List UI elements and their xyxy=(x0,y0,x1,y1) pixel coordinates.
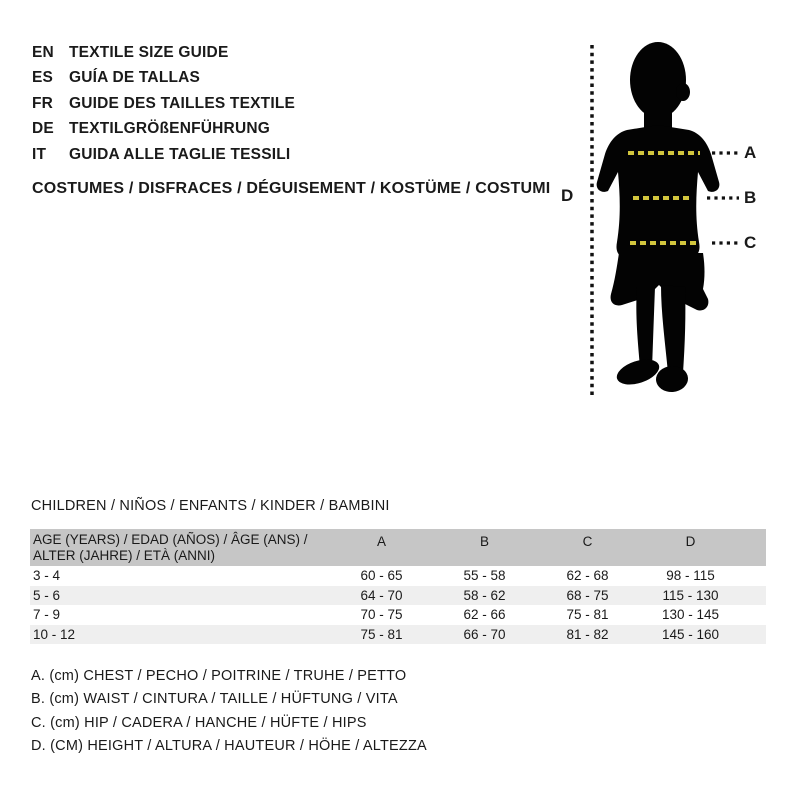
language-row-de xyxy=(32,117,295,143)
language-code: EN xyxy=(32,43,54,61)
chest-label: A xyxy=(744,143,757,162)
age-header-cell xyxy=(30,532,330,563)
language-list xyxy=(32,40,295,168)
language-label: GUÍA DE TALLAS xyxy=(69,69,201,87)
height-cell: 130 - 145 xyxy=(661,607,720,623)
table-row xyxy=(30,566,766,586)
language-row-es xyxy=(32,66,295,92)
column-header-c: C xyxy=(582,534,593,549)
legend-chest: A. (cm) CHEST / PECHO / POITRINE / TRUHE / PETTO xyxy=(31,667,407,684)
language-label: GUIDA ALLE TAGLIE TESSILI xyxy=(69,145,291,163)
chest-cell: 75 - 81 xyxy=(360,626,403,642)
category-title: COSTUMES / DISFRACES / DÉGUISEMENT / KOSTÜME / COSTUMI xyxy=(32,180,551,197)
chest-cell: 60 - 65 xyxy=(360,568,403,584)
column-header-b: B xyxy=(479,534,489,549)
waist-cell: 62 - 66 xyxy=(463,607,506,623)
hip-cell: 75 - 81 xyxy=(566,607,609,623)
hip-label: C xyxy=(744,233,757,252)
language-code: IT xyxy=(32,145,47,163)
waist-label: B xyxy=(744,188,757,207)
legend-height: D. (CM) HEIGHT / ALTURA / HAUTEUR / HÖHE / ALTEZZA xyxy=(31,738,427,755)
hip-cell: 81 - 82 xyxy=(566,626,609,642)
legend-hip: C. (cm) HIP / CADERA / HANCHE / HÜFTE / HIPS xyxy=(31,714,367,731)
height-cell: 115 - 130 xyxy=(662,587,719,603)
language-label: GUIDE DES TAILLES TEXTILE xyxy=(69,94,296,112)
waist-cell: 66 - 70 xyxy=(463,626,506,642)
language-row-en xyxy=(32,40,295,66)
age-header-line1: AGE (YEARS) / EDAD (AÑOS) / ÂGE (ANS) / xyxy=(33,532,308,547)
column-header-a: A xyxy=(376,534,386,549)
language-row-fr xyxy=(32,91,295,117)
table-row xyxy=(30,625,766,645)
table-row xyxy=(30,586,766,606)
hip-cell: 62 - 68 xyxy=(566,568,609,584)
waist-cell: 55 - 58 xyxy=(463,568,506,584)
table-header-row xyxy=(30,529,766,566)
age-cell: 3 - 4 xyxy=(33,568,61,584)
age-header-line2: ALTER (JAHRE) / ETÀ (ANNI) xyxy=(33,547,216,563)
language-code: FR xyxy=(32,94,54,112)
language-code: ES xyxy=(32,69,54,87)
language-label: TEXTILGRÖßENFÜHRUNG xyxy=(69,120,270,138)
age-cell: 5 - 6 xyxy=(33,587,61,603)
height-cell: 145 - 160 xyxy=(661,626,720,642)
size-table xyxy=(30,529,766,644)
language-code: DE xyxy=(32,120,54,138)
age-cell: 10 - 12 xyxy=(33,626,76,642)
measurement-legend xyxy=(31,664,427,758)
waist-cell: 58 - 62 xyxy=(463,587,506,603)
table-title: CHILDREN / NIÑOS / ENFANTS / KINDER / BAMBINI xyxy=(31,498,390,514)
language-label: TEXTILE SIZE GUIDE xyxy=(69,43,229,61)
measurement-figure xyxy=(555,35,790,405)
chest-cell: 64 - 70 xyxy=(360,587,403,603)
language-row-it xyxy=(32,142,295,168)
chest-cell: 70 - 75 xyxy=(360,607,403,623)
height-cell: 98 - 115 xyxy=(666,568,715,584)
height-label: D xyxy=(561,186,574,205)
table-row xyxy=(30,605,766,625)
child-silhouette-svg xyxy=(555,35,790,405)
child-silhouette xyxy=(597,42,720,393)
column-header-d: D xyxy=(685,534,696,549)
hip-cell: 68 - 75 xyxy=(566,587,609,603)
age-cell: 7 - 9 xyxy=(33,607,61,623)
legend-waist: B. (cm) WAIST / CINTURA / TAILLE / HÜFTUNG / VITA xyxy=(31,691,398,708)
